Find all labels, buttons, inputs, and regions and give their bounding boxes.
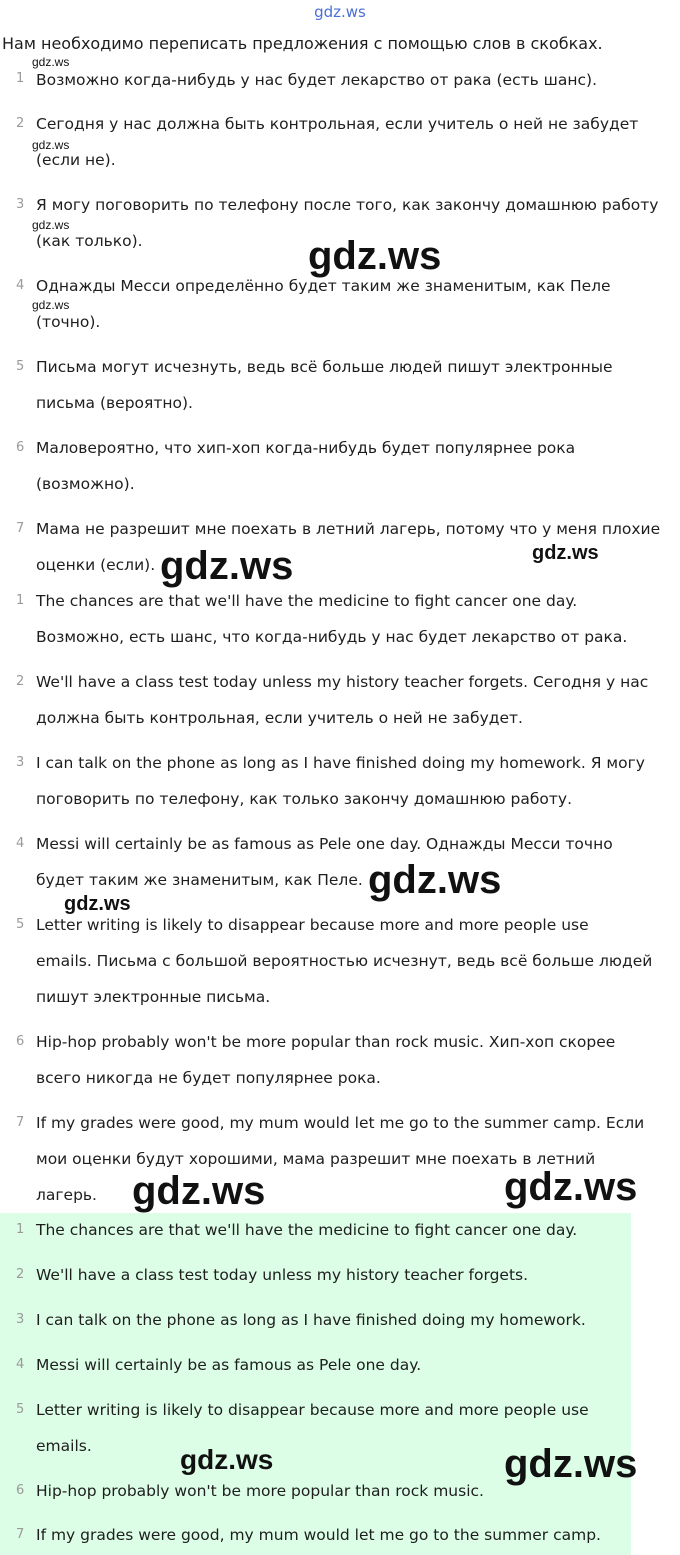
watermark-large: gdz.ws	[504, 1442, 638, 1486]
item-text: Письма могут исчезнуть, ведь всё больше людей пишут электронные письма (вероятно).	[36, 358, 613, 412]
watermark-large: gdz.ws	[132, 1169, 266, 1213]
watermark-small: gdz.ws	[32, 55, 70, 69]
watermark-small: gdz.ws	[32, 218, 70, 232]
item-text: Сегодня у нас должна быть контрольная, если учитель о ней не забудет (если не).	[36, 115, 639, 169]
watermark-large: gdz.ws	[160, 544, 294, 588]
task-intro: Нам необходимо переписать предложения с помощью слов в скобках.	[2, 34, 603, 53]
item-number: 5	[16, 1402, 25, 1417]
item-number: 2	[16, 674, 25, 689]
item-number: 7	[16, 1527, 25, 1542]
item-number: 3	[16, 197, 25, 212]
item-text: The chances are that we'll have the medicine to fight cancer one day.	[36, 1221, 578, 1239]
item-number: 1	[16, 1222, 25, 1237]
item-number: 2	[16, 116, 25, 131]
item-number: 6	[16, 1483, 25, 1498]
watermark-large: gdz.ws	[308, 234, 442, 278]
item-number: 5	[16, 917, 25, 932]
watermark-small: gdz.ws	[32, 138, 70, 152]
watermark-medium: gdz.ws	[64, 893, 131, 915]
item-number: 4	[16, 836, 25, 851]
item-number: 6	[16, 1034, 25, 1049]
item-text: We'll have a class test today unless my history teacher forgets. Сегодня у нас должна быть контрольная, если учитель о ней не забудет.	[36, 673, 649, 727]
item-number: 4	[16, 1357, 25, 1372]
watermark-medium: gdz.ws	[532, 542, 599, 564]
item-number: 3	[16, 1312, 25, 1327]
site-watermark-top: gdz.ws	[314, 3, 366, 21]
item-number: 2	[16, 1267, 25, 1282]
item-text: Однажды Месси определённо будет таким же знаменитым, как Пеле (точно).	[36, 277, 611, 331]
watermark-large: gdz.ws	[368, 858, 502, 902]
item-number: 7	[16, 521, 25, 536]
item-text: If my grades were good, my mum would let me go to the summer camp.	[36, 1526, 601, 1544]
item-number: 6	[16, 440, 25, 455]
item-text: If my grades were good, my mum would let me go to the summer camp. Если мои оценки будут хорошими, мама разрешит мне поехать в летний лагерь.	[36, 1114, 645, 1204]
item-text: Я могу поговорить по телефону после того, как закончу домашнюю работу (как только).	[36, 196, 659, 250]
item-number: 1	[16, 71, 25, 86]
watermark-large: gdz.ws	[504, 1165, 638, 1209]
item-number: 5	[16, 359, 25, 374]
item-text: Messi will certainly be as famous as Pele one day. Однажды Месси точно будет таким же знаменитым, как Пеле.	[36, 835, 613, 889]
item-text: Мама не разрешит мне поехать в летний лагерь, потому что у меня плохие оценки (если).	[36, 520, 661, 574]
item-number: 7	[16, 1115, 25, 1130]
item-text: Маловероятно, что хип-хоп когда-нибудь будет популярнее рока (возможно).	[36, 439, 576, 493]
item-number: 4	[16, 278, 25, 293]
item-text: I can talk on the phone as long as I have finished doing my homework.	[36, 1311, 586, 1329]
item-text: I can talk on the phone as long as I have finished doing my homework. Я могу поговорить по телефону, как только закончу домашнюю работу.	[36, 754, 645, 808]
item-text: Hip-hop probably won't be more popular than rock music.	[36, 1482, 484, 1500]
item-text: The chances are that we'll have the medicine to fight cancer one day. Возможно, есть шанс, что когда-нибудь у нас будет лекарство от рака.	[36, 592, 628, 646]
watermark-small: gdz.ws	[32, 298, 70, 312]
item-number: 1	[16, 593, 25, 608]
item-text: Возможно когда-нибудь у нас будет лекарство от рака (есть шанс).	[36, 71, 597, 89]
item-text: Letter writing is likely to disappear because more and more people use emails.	[36, 1401, 589, 1455]
watermark-medium: gdz.ws	[180, 1444, 274, 1475]
item-text: Hip-hop probably won't be more popular than rock music. Хип-хоп скорее всего никогда не будет популярнее рока.	[36, 1033, 616, 1087]
item-text: We'll have a class test today unless my history teacher forgets.	[36, 1266, 529, 1284]
item-text: Messi will certainly be as famous as Pele one day.	[36, 1356, 422, 1374]
item-text: Letter writing is likely to disappear because more and more people use emails. Письма с большой вероятностью исчезнут, ведь всё больше людей пишут электронные письма.	[36, 916, 653, 1006]
item-number: 3	[16, 755, 25, 770]
